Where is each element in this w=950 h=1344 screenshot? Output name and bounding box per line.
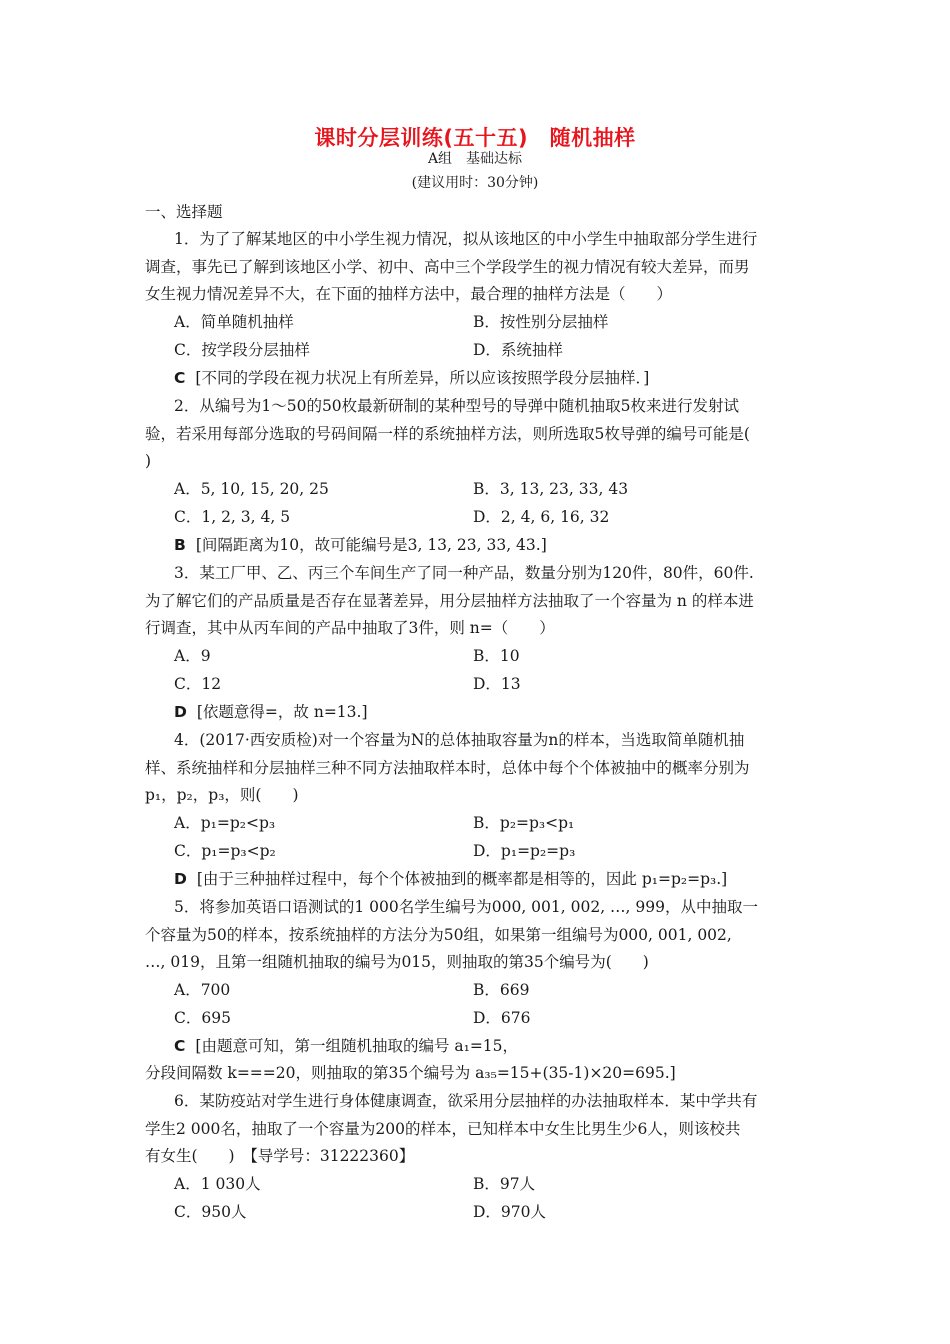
answer-explanation: [依题意得=，故 n=13.]	[196, 703, 368, 721]
question-5-answer	[174, 1035, 518, 1057]
answer-key: C	[174, 369, 186, 387]
question-4-option-b: B．p₂=p₃<p₁	[473, 814, 575, 832]
question-1-answer	[174, 367, 649, 389]
question-1-option-d: D．系统抽样	[473, 341, 563, 359]
question-3-option-c: C．12	[174, 675, 222, 693]
section-heading: 一、选择题	[145, 203, 223, 221]
question-6-option-a: A．1 030人	[174, 1175, 261, 1193]
question-3-line-1: 3．某工厂甲、乙、丙三个车间生产了同一种产品，数量分别为120件，80件，60件.	[174, 564, 754, 582]
answer-key: D	[174, 703, 187, 721]
answer-key: D	[174, 870, 187, 888]
question-4-line-1: 4．(2017·西安质检)对一个容量为N的总体抽取容量为n的样本，当选取简单随机抽	[174, 731, 745, 749]
question-1-line-2: 调查，事先已了解到该地区小学、初中、高中三个学段学生的视力情况有较大差异，而男	[145, 258, 750, 276]
question-6-line-2: 学生2 000名，抽取了一个容量为200的样本，已知样本中女生比男生少6人，则该校共	[145, 1120, 741, 1138]
question-4-option-d: D．p₁=p₂=p₃	[473, 842, 576, 860]
question-5-option-a: A．700	[174, 981, 231, 999]
question-2-option-a: A．5, 10, 15, 20, 25	[174, 480, 329, 498]
answer-key: C	[174, 1037, 186, 1055]
question-6-option-c: C．950人	[174, 1203, 247, 1221]
question-3-answer	[174, 701, 368, 723]
question-5-line-1: 5．将参加英语口语测试的1 000名学生编号为000, 001, 002, …, 999，从中抽取一	[174, 898, 758, 916]
question-4-answer	[174, 868, 727, 890]
question-5-option-b: B．669	[473, 981, 530, 999]
question-4-line-3: p₁，p₂，p₃，则( )	[145, 786, 299, 804]
question-5-option-c: C．695	[174, 1009, 231, 1027]
answer-explanation: [由题意可知，第一组随机抽取的编号 a₁=15，	[195, 1037, 519, 1055]
question-6-option-b: B．97人	[473, 1175, 536, 1193]
question-1-line-1: 1．为了了解某地区的中小学生视力情况，拟从该地区的中小学生中抽取部分学生进行	[174, 230, 758, 248]
question-2-line-2: 验，若采用每部分选取的号码间隔一样的系统抽样方法，则所选取5枚导弹的编号可能是(	[145, 425, 750, 443]
question-2-line-3: )	[145, 452, 152, 470]
question-1-option-a: A．简单随机抽样	[174, 313, 294, 331]
question-4-option-a: A．p₁=p₂<p₃	[174, 814, 276, 832]
question-5-option-d: D．676	[473, 1009, 531, 1027]
question-6-line-3: 有女生( ) 【导学号：31222360】	[145, 1147, 415, 1165]
group-label: A组 基础达标	[427, 151, 523, 167]
question-2-option-c: C．1, 2, 3, 4, 5	[174, 508, 291, 526]
question-2-option-d: D．2, 4, 6, 16, 32	[473, 508, 610, 526]
question-2-line-1: 2．从编号为1～50的50枚最新研制的某种型号的导弹中随机抽取5枚来进行发射试	[174, 397, 740, 415]
answer-key: B	[174, 536, 186, 554]
question-3-line-3: 行调查，其中从丙车间的产品中抽取了3件，则 n=（ ）	[145, 619, 555, 637]
question-1-option-b: B．按性别分层抽样	[473, 313, 609, 331]
question-2-answer	[174, 534, 547, 556]
question-5-answer-cont: 分段间隔数 k===20，则抽取的第35个编号为 a₃₅=15+(35-1)×20=695.]	[145, 1064, 676, 1082]
question-2-option-b: B．3, 13, 23, 33, 43	[473, 480, 629, 498]
question-6-line-1: 6．某防疫站对学生进行身体健康调查，欲采用分层抽样的办法抽取样本．某中学共有	[174, 1092, 758, 1110]
answer-explanation: [由于三种抽样过程中，每个个体被抽到的概率都是相等的，因此 p₁=p₂=p₃.]	[196, 870, 728, 888]
question-1-line-3: 女生视力情况差异不大，在下面的抽样方法中，最合理的抽样方法是（ ）	[145, 285, 673, 303]
page-title: 课时分层训练(五十五) 随机抽样	[314, 126, 636, 150]
question-4-option-c: C．p₁=p₃<p₂	[174, 842, 276, 860]
suggested-time: (建议用时：30分钟)	[411, 175, 539, 191]
question-1-option-c: C．按学段分层抽样	[174, 341, 310, 359]
question-3-option-d: D．13	[473, 675, 521, 693]
question-6-option-d: D．970人	[473, 1203, 547, 1221]
question-3-option-b: B．10	[473, 647, 520, 665]
question-3-option-a: A．9	[174, 647, 211, 665]
question-3-line-2: 为了解它们的产品质量是否存在显著差异，用分层抽样方法抽取了一个容量为 n 的样本进	[145, 592, 754, 610]
answer-explanation: [不同的学段在视力状况上有所差异，所以应该按照学段分层抽样．]	[195, 369, 650, 387]
answer-explanation: [间隔距离为10，故可能编号是3, 13, 23, 33, 43.]	[195, 536, 547, 554]
question-4-line-2: 样、系统抽样和分层抽样三种不同方法抽取样本时，总体中每个个体被抽中的概率分别为	[145, 759, 750, 777]
question-5-line-2: 个容量为50的样本，按系统抽样的方法分为50组，如果第一组编号为000, 001, 002,	[145, 926, 732, 944]
question-5-line-3: …, 019，且第一组随机抽取的编号为015，则抽取的第35个编号为( )	[145, 953, 649, 971]
